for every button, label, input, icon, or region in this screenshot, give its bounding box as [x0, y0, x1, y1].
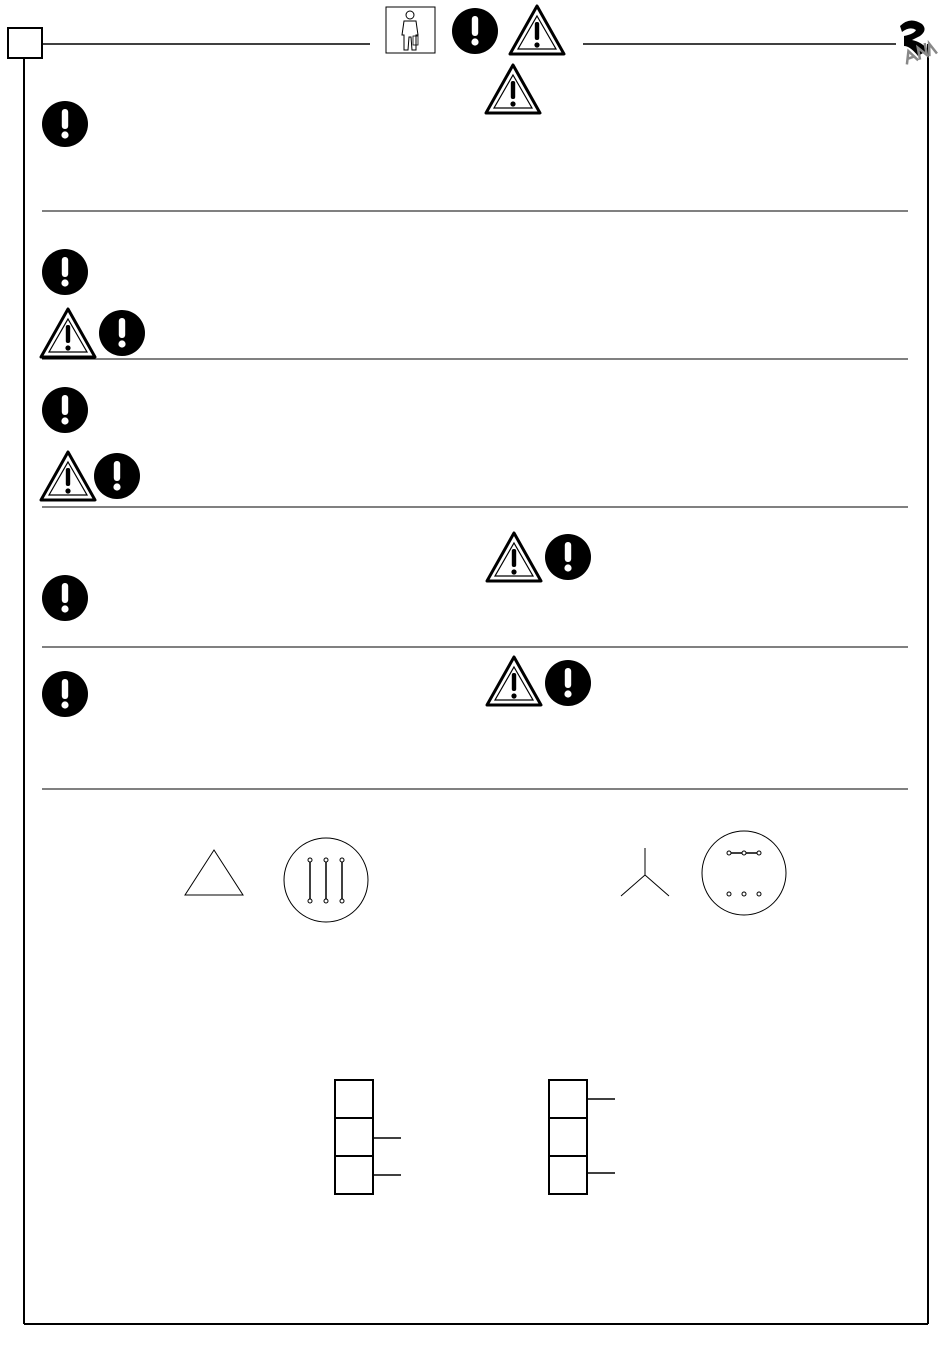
- warning-triangle-icon: [41, 309, 95, 357]
- terminal-board-star: [702, 831, 786, 915]
- switch-block-diagram: [335, 1080, 401, 1194]
- mandatory-action-icon: [94, 453, 140, 499]
- star-connection-symbol: [621, 848, 669, 896]
- terminal-board-delta: [284, 838, 368, 922]
- warning-triangle-icon: [510, 6, 564, 54]
- mandatory-action-icon: [545, 534, 591, 580]
- warning-triangle-icon: [487, 533, 541, 581]
- mandatory-action-icon: [99, 310, 145, 356]
- brand-logo-mark: [900, 20, 937, 64]
- mandatory-action-icon: [42, 101, 88, 147]
- mandatory-action-icon: [42, 387, 88, 433]
- warning-triangle-icon: [487, 657, 541, 705]
- mandatory-action-icon: [42, 671, 88, 717]
- mandatory-action-icon: [42, 575, 88, 621]
- page-frame: [24, 44, 928, 1324]
- language-box: [8, 28, 42, 58]
- warning-triangle-icon: [41, 452, 95, 500]
- delta-connection-symbol: [185, 850, 243, 895]
- technician-icon: [386, 7, 435, 53]
- mandatory-action-icon: [545, 660, 591, 706]
- warning-triangle-icon: [486, 65, 540, 113]
- mandatory-action-icon: [452, 8, 498, 54]
- switch-block-diagram: [549, 1080, 615, 1194]
- mandatory-action-icon: [42, 249, 88, 295]
